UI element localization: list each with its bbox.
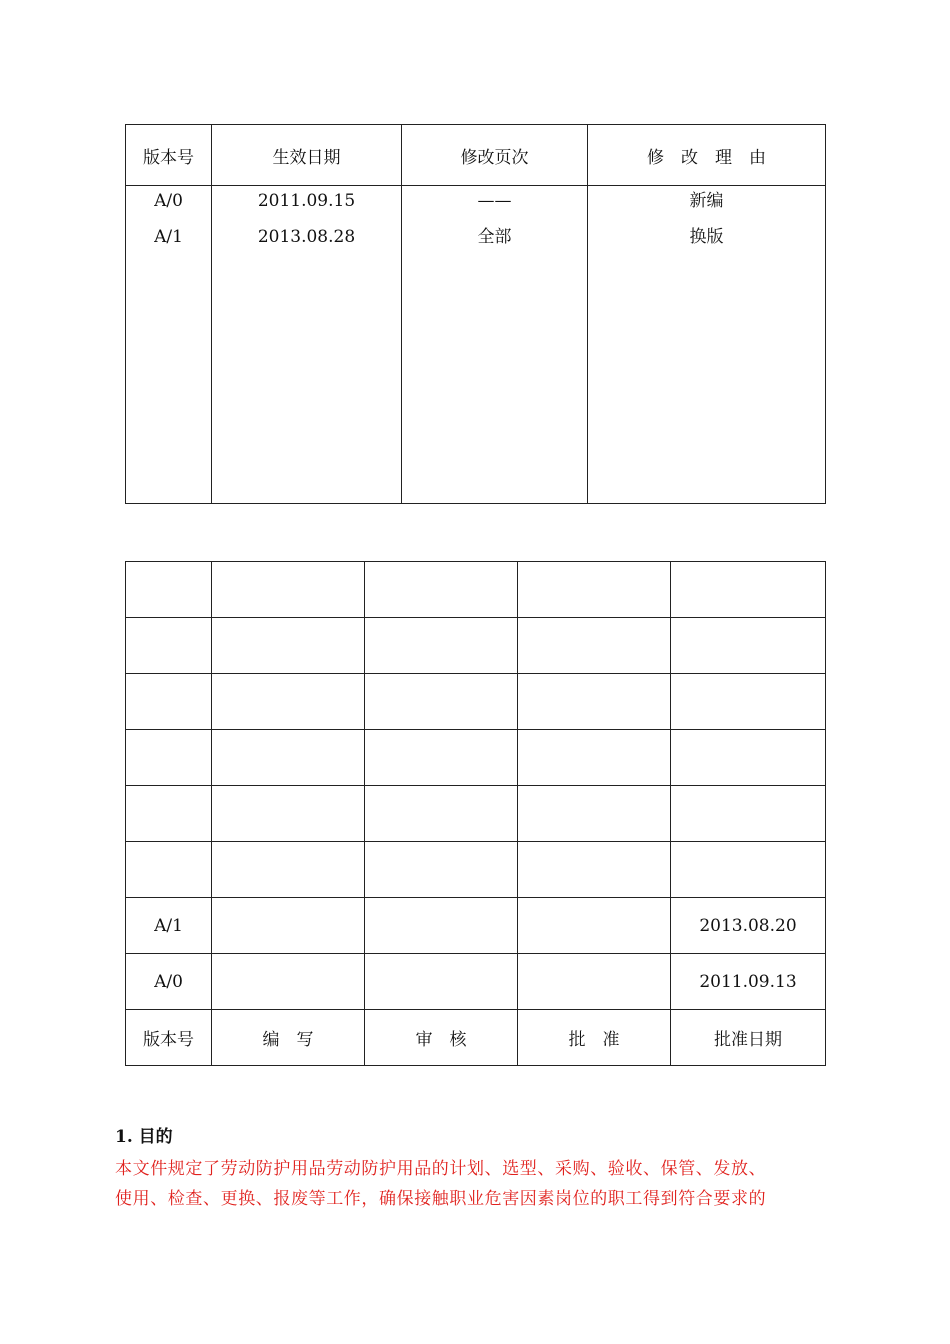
date-column [212, 186, 402, 504]
approval-row [126, 786, 826, 842]
approval-version [126, 786, 212, 842]
approval-version [126, 842, 212, 898]
approval-row [126, 618, 826, 674]
approval-reviewer [365, 674, 518, 730]
footer-version: 版本号 [126, 1010, 212, 1066]
approval-approver [518, 898, 671, 954]
approval-version: A/1 [126, 898, 212, 954]
revision-history-table [125, 124, 826, 504]
body-line: 本文件规定了劳动防护用品劳动防护用品的计划、选型、采购、验收、保管、发放、 [115, 1159, 767, 1179]
approval-writer [212, 618, 365, 674]
approval-table [125, 561, 826, 1066]
approval-date [671, 562, 826, 618]
approval-date: 2013.08.20 [671, 898, 826, 954]
revision-date: 2011.09.15 [257, 191, 356, 211]
approval-version [126, 618, 212, 674]
approval-writer [212, 674, 365, 730]
header-revised-pages: 修改页次 [402, 125, 588, 186]
approval-date [671, 730, 826, 786]
approval-row [126, 562, 826, 618]
revision-version: A/1 [154, 227, 183, 247]
header-version: 版本号 [126, 125, 212, 186]
revision-pages: —— [477, 191, 512, 211]
approval-writer [212, 842, 365, 898]
approval-row [126, 842, 826, 898]
approval-writer [212, 730, 365, 786]
footer-approval-date: 批准日期 [671, 1010, 826, 1066]
revision-header-row [126, 125, 826, 186]
approval-approver [518, 618, 671, 674]
approval-writer [212, 898, 365, 954]
revision-version: A/0 [154, 191, 183, 211]
approval-date [671, 674, 826, 730]
approval-approver [518, 786, 671, 842]
approval-row [126, 898, 826, 954]
approval-reviewer [365, 618, 518, 674]
footer-reviewer: 审 核 [365, 1010, 518, 1066]
section-body [115, 1154, 845, 1214]
revision-reason: 新编 [689, 191, 724, 211]
header-effective-date: 生效日期 [212, 125, 402, 186]
header-revision-reason: 修 改 理 由 [588, 125, 826, 186]
approval-reviewer [365, 786, 518, 842]
approval-version: A/0 [126, 954, 212, 1010]
approval-row [126, 730, 826, 786]
approval-reviewer [365, 898, 518, 954]
approval-row [126, 954, 826, 1010]
reason-column [588, 186, 826, 504]
approval-date: 2011.09.13 [671, 954, 826, 1010]
approval-approver [518, 954, 671, 1010]
approval-writer [212, 786, 365, 842]
approval-reviewer [365, 842, 518, 898]
footer-approver: 批 准 [518, 1010, 671, 1066]
approval-reviewer [365, 954, 518, 1010]
body-line: 使用、检查、更换、报废等工作，确保接触职业危害因素岗位的职工得到符合要求的 [115, 1189, 767, 1209]
approval-reviewer [365, 730, 518, 786]
approval-approver [518, 674, 671, 730]
approval-approver [518, 842, 671, 898]
purpose-section [115, 1126, 845, 1214]
approval-date [671, 842, 826, 898]
approval-footer-row [126, 1010, 826, 1066]
pages-column [402, 186, 588, 504]
revision-reason: 换版 [689, 227, 724, 247]
approval-writer [212, 954, 365, 1010]
approval-reviewer [365, 562, 518, 618]
footer-writer: 编 写 [212, 1010, 365, 1066]
section-heading: 1. 目的 [115, 1127, 173, 1147]
approval-version [126, 730, 212, 786]
approval-version [126, 562, 212, 618]
approval-row [126, 674, 826, 730]
revision-pages: 全部 [477, 227, 512, 247]
revision-body-row [126, 186, 826, 504]
revision-date: 2013.08.28 [257, 227, 356, 247]
approval-writer [212, 562, 365, 618]
approval-approver [518, 730, 671, 786]
approval-date [671, 618, 826, 674]
version-column [126, 186, 212, 504]
approval-approver [518, 562, 671, 618]
approval-date [671, 786, 826, 842]
approval-version [126, 674, 212, 730]
